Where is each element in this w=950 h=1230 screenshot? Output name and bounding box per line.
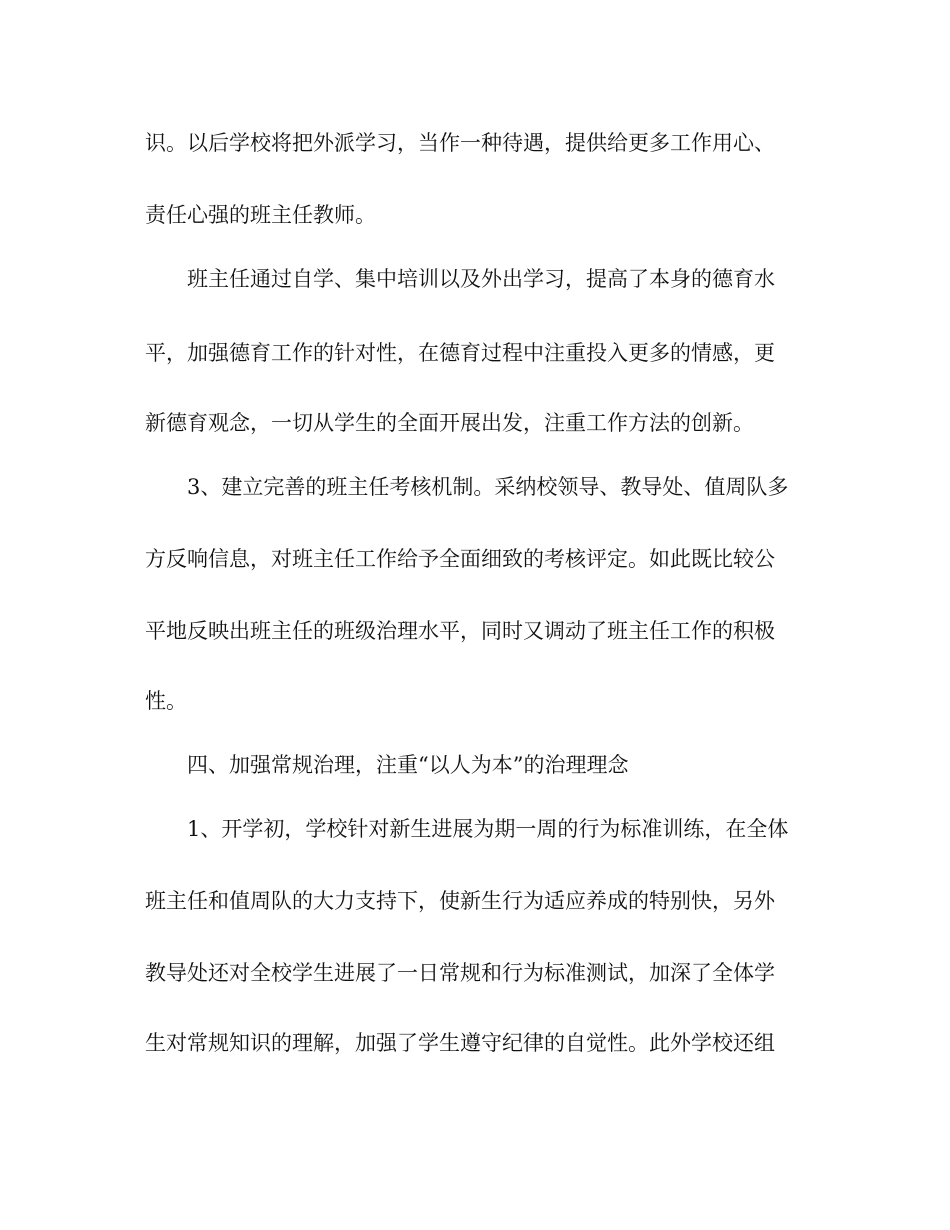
paragraph-line: 班主任和值周队的大力支持下，使新生行为适应养成的特别快，另外 [145, 889, 775, 913]
paragraph-line: 平，加强德育工作的针对性，在德育过程中注重投入更多的情感，更 [145, 341, 775, 365]
paragraph-line: 1、开学初，学校针对新生进展为期一周的行为标准训练，在全体 [187, 817, 789, 841]
paragraph-line: 方反响信息，对班主任工作给予全面细致的考核评定。如此既比较公 [145, 547, 775, 571]
paragraph-line: 平地反映出班主任的班级治理水平，同时又调动了班主任工作的积极 [145, 619, 775, 643]
section-heading: 四、加强常规治理，注重“以人为本”的治理理念 [187, 753, 629, 777]
paragraph-line: 新德育观念，一切从学生的全面开展出发，注重工作方法的创新。 [145, 411, 754, 435]
paragraph-line: 生对常规知识的理解，加强了学生遵守纪律的自觉性。此外学校还组 [145, 1031, 775, 1055]
paragraph-line: 识。以后学校将把外派学习，当作一种待遇，提供给更多工作用心、 [145, 131, 775, 155]
paragraph-line: 性。 [145, 689, 187, 713]
paragraph-line: 教导处还对全校学生进展了一日常规和行为标准测试，加深了全体学 [145, 961, 775, 985]
paragraph-line: 3、建立完善的班主任考核机制。采纳校领导、教导处、值周队多 [187, 475, 789, 499]
paragraph-line: 责任心强的班主任教师。 [145, 203, 376, 227]
paragraph-line: 班主任通过自学、集中培训以及外出学习，提高了本身的德育水 [187, 267, 775, 291]
